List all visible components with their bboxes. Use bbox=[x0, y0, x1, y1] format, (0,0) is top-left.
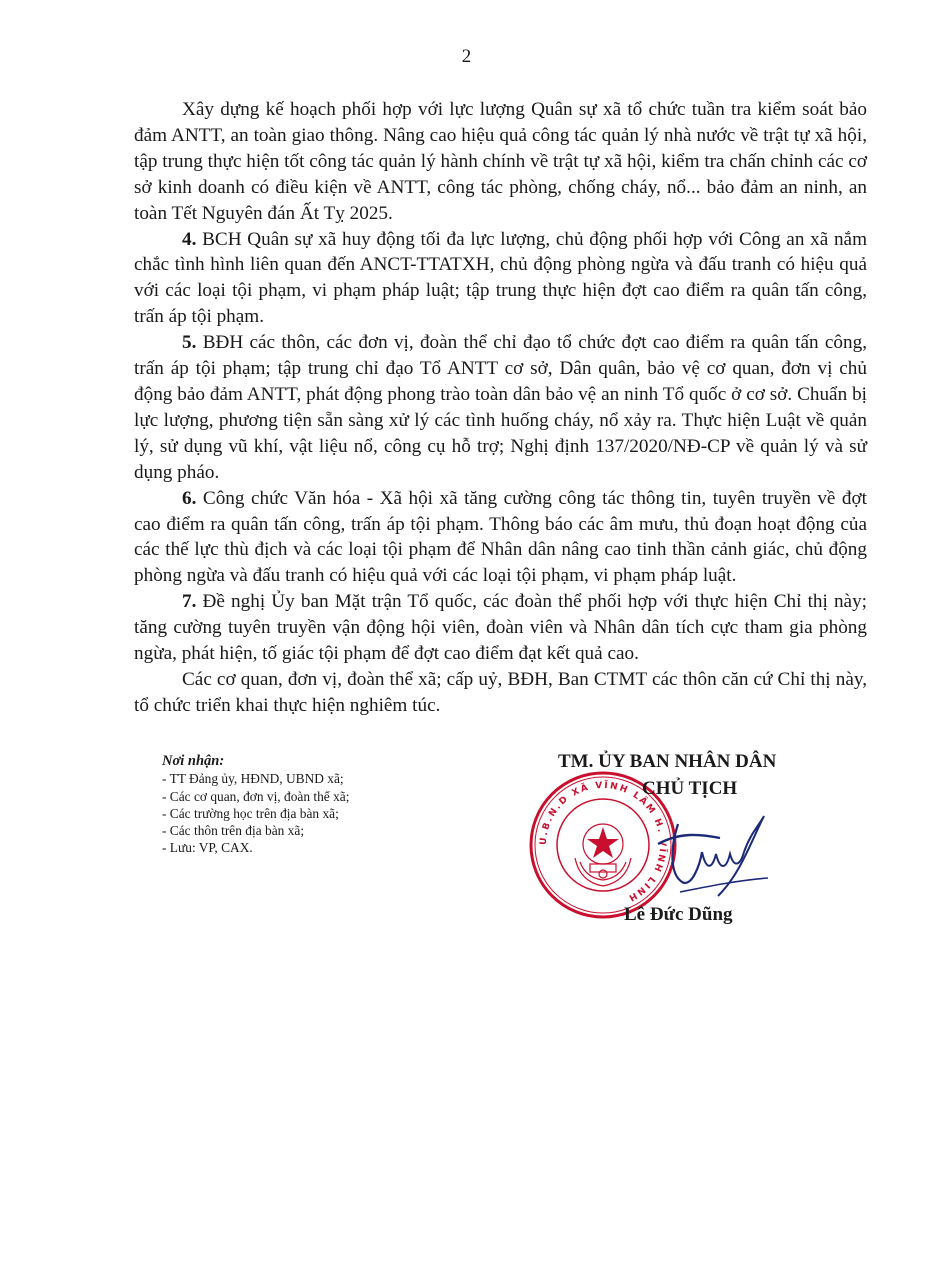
paragraph-number: 4. bbox=[182, 228, 197, 250]
paragraph-item-7 bbox=[134, 589, 867, 667]
document-body bbox=[134, 97, 867, 719]
paragraph-continuation bbox=[134, 97, 867, 227]
paragraph-item-6 bbox=[134, 486, 867, 590]
paragraph-item-5 bbox=[134, 330, 867, 485]
signature-block bbox=[520, 748, 850, 938]
signature-title: CHỦ TỊCH bbox=[642, 778, 738, 799]
page-number: 2 bbox=[461, 46, 472, 67]
paragraph-item-4 bbox=[134, 227, 867, 331]
seal-text: U.B.N.D XÃ VĨNH LÂM H. VĨNH LINH bbox=[538, 780, 668, 904]
recipient-item: - Các cơ quan, đơn vị, đoàn thể xã; bbox=[162, 788, 350, 804]
recipients-list bbox=[162, 770, 492, 856]
recipient-item: - TT Đảng ủy, HĐND, UBND xã; bbox=[162, 771, 344, 787]
paragraph-number: 7. bbox=[182, 591, 197, 613]
paragraph-number: 5. bbox=[182, 332, 197, 354]
paragraph-number: 6. bbox=[182, 487, 197, 509]
handwritten-signature-icon bbox=[640, 804, 790, 904]
paragraph-text: BCH Quân sự xã huy động tối đa lực lượng, chủ động phối hợp với Công an xã nắm chắc tình hình liên quan đến ANCT-TTATXH, chủ động phòng ngừa và đấu tranh có hiệu quả với các loại tội phạm, vi phạm pháp luật; tập trung thực hiện đợt cao điểm ra quân tấn công, trấn áp tội phạm. bbox=[134, 228, 867, 328]
recipient-item: - Lưu: VP, CAX. bbox=[162, 840, 253, 856]
paragraph-closing bbox=[134, 667, 867, 719]
signature-organization: TM. ỦY BAN NHÂN DÂN bbox=[558, 751, 777, 772]
paragraph-text: Đề nghị Ủy ban Mặt trận Tổ quốc, các đoàn thể phối hợp với thực hiện Chỉ thị này; tăng cường tuyên truyền vận động hội viên, đoàn viên và Nhân dân tích cực tham gia phòng ngừa, phát hiện, tố giác tội phạm để đợt cao điểm đạt kết quả cao. bbox=[134, 591, 868, 665]
paragraph-text: Công chức Văn hóa - Xã hội xã tăng cường công tác thông tin, tuyên truyền về đợt cao điểm ra quân tấn công, trấn áp tội phạm. Thông báo các âm mưu, thủ đoạn hoạt động của các thế lực thù địch và các loại tội phạm để Nhân dân nâng cao tinh thần cảnh giác, chủ động phòng ngừa và đấu tranh có hiệu quả với các loại tội phạm, vi phạm pháp luật. bbox=[134, 487, 868, 587]
recipients-block bbox=[162, 753, 492, 857]
signer-name: Lê Đức Dũng bbox=[624, 904, 733, 925]
paragraph-text: BĐH các thôn, các đơn vị, đoàn thể chỉ đạo tổ chức đợt cao điểm ra quân tấn công, trấn áp tội phạm; tập trung chỉ đạo Tổ ANTT cơ sở, Dân quân, bảo vệ cơ quan, đơn vị chủ động bảo đảm ANTT, phát động phong trào toàn dân bảo vệ an ninh Tổ quốc ở cơ sở. Chuẩn bị lực lượng, phương tiện sẵn sàng xử lý các tình huống cháy, nổ xảy ra. Thực hiện Luật về quản lý, sử dụng vũ khí, vật liệu nổ, công cụ hỗ trợ; Nghị định 137/2020/NĐ-CP về quản lý và sử dụng pháo. bbox=[134, 332, 868, 483]
recipient-item: - Các trường học trên địa bàn xã; bbox=[162, 805, 339, 821]
recipient-item: - Các thôn trên địa bàn xã; bbox=[162, 823, 305, 839]
recipients-heading: Nơi nhận: bbox=[162, 753, 225, 769]
paragraph-text: Các cơ quan, đơn vị, đoàn thể xã; cấp uỷ, BĐH, Ban CTMT các thôn căn cứ Chỉ thị này, tổ chức triển khai thực hiện nghiêm túc. bbox=[134, 668, 867, 716]
paragraph-text: Xây dựng kế hoạch phối hợp với lực lượng Quân sự xã tổ chức tuần tra kiểm soát bảo đảm ANTT, an toàn giao thông. Nâng cao hiệu quả công tác quản lý nhà nước về trật tự xã hội, tập trung thực hiện tốt công tác quản lý hành chính về trật tự xã hội, kiểm tra chấn chỉnh các cơ sở kinh doanh có điều kiện về ANTT, công tác phòng, chống cháy, nổ... bảo đảm an ninh, an toàn Tết Nguyên đán Ất Tỵ 2025. bbox=[134, 99, 867, 224]
